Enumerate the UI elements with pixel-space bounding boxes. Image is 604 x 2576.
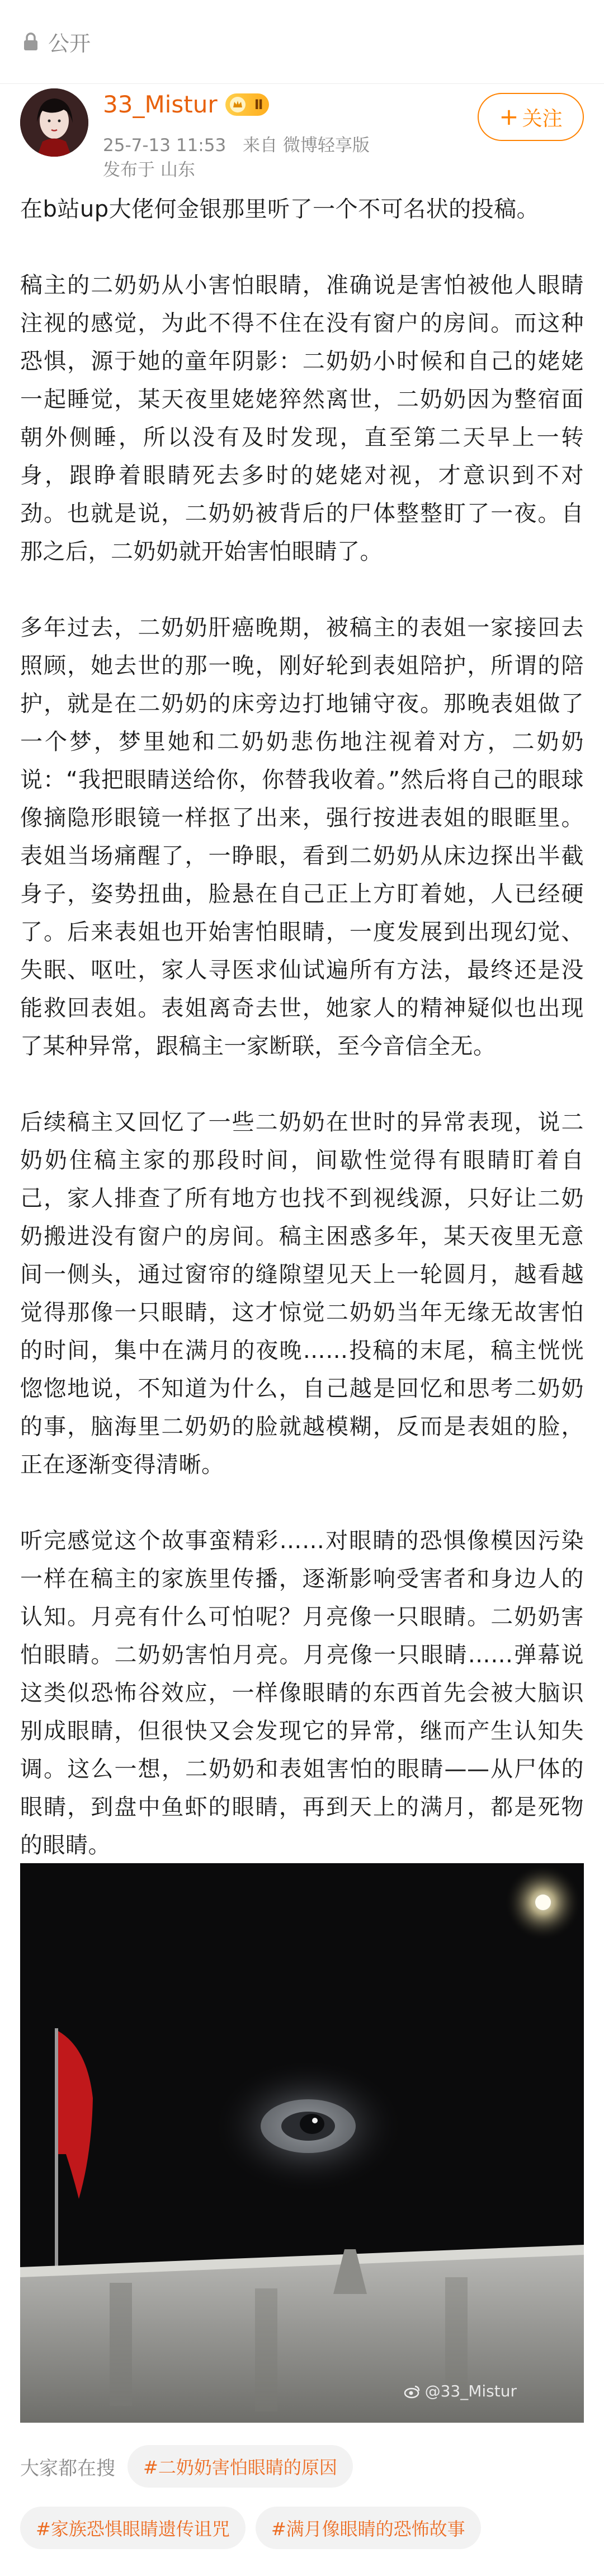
trending-searches — [20, 2445, 363, 2488]
post-paragraph: 听完感觉这个故事蛮精彩……对眼睛的恐惧像模因污染一样在稿主的家族里传播，逐渐影响受害者和身边人的认知。月亮有什么可怕呢？月亮像一只眼睛。二奶奶害怕眼睛。二奶奶害怕月亮。月亮像一只眼睛……弹幕说这类似恐怖谷效应，一样像眼睛的东西首先会被大脑识别成眼睛，但很快又会发现它的异常，继而产生认知失调。这么一想，二奶奶和表姐害怕的眼睛——从尸体的眼睛，到盘中鱼虾的眼睛，再到天上的满月，都是死物的眼睛。 — [20, 1528, 584, 1858]
visibility-bar — [0, 0, 604, 84]
vip-level: Ⅱ — [254, 96, 263, 112]
post-time: 25-7-13 11:53 — [103, 135, 226, 156]
post-location: 发布于 山东 — [103, 160, 195, 180]
post-source: 来自 微博轻享版 — [243, 135, 370, 156]
lock-icon — [20, 31, 41, 53]
weibo-logo-icon — [404, 2383, 421, 2400]
image-watermark — [404, 2382, 517, 2400]
trending-tags-row — [20, 2507, 491, 2549]
post-paragraph: 在b站up大佬何金银那里听了一个不可名状的投稿。 — [20, 196, 540, 222]
trending-tag[interactable]: #满月像眼睛的恐怖故事 — [256, 2507, 481, 2549]
trending-tag[interactable]: #家族恐惧眼睛遗传诅咒 — [20, 2507, 246, 2549]
vip-badge — [225, 93, 269, 116]
plus-icon: + — [499, 103, 519, 130]
post-paragraph: 后续稿主又回忆了一些二奶奶在世时的异常表现，说二奶奶住稿主家的那段时间，间歇性觉得有眼睛盯着自己，家人排查了所有地方也找不到视线源，只好让二奶奶搬进没有窗户的房间。稿主困惑多年，某天夜里无意间一侧头，通过窗帘的缝隙望见天上一轮圆月，越看越觉得那像一只眼睛，这才惊觉二奶奶当年无缘无故害怕的时间，集中在满月的夜晚……投稿的末尾，稿主恍恍惚惚地说，不知道为什么，自己越是回忆和思考二奶奶的事，脑海里二奶奶的脸就越模糊，反而是表姐的脸，正在逐渐变得清晰。 — [20, 1110, 584, 1478]
trending-tag[interactable]: #二奶奶害怕眼睛的原因 — [128, 2445, 353, 2488]
author-header — [20, 88, 584, 184]
post-body — [20, 190, 584, 1978]
username[interactable]: 33_Mistur — [103, 91, 218, 118]
post-image[interactable] — [20, 1863, 584, 2423]
post-paragraph: 多年过去，二奶奶肝癌晚期，被稿主的表姐一家接回去照顾，她去世的那一晚，刚好轮到表姐陪护，所谓的陪护，就是在二奶奶的床旁边打地铺守夜。那晚表姐做了一个梦，梦里她和二奶奶悲伤地注视着对方，二奶奶说：“我把眼睛送给你，你替我收着。”然后将自己的眼球像摘隐形眼镜一样抠了出来，强行按进表姐的眼眶里。表姐当场痛醒了，一睁眼，看到二奶奶从床边探出半截身子，姿势扭曲，脸悬在自己正上方盯着她，人已经硬了。后来表姐也开始害怕眼睛，一度发展到出现幻觉、失眠、呕吐，家人寻医求仙试遍所有方法，最终还是没能救回表姐。表姐离奇去世，她家人的精神疑似也出现了某种异常，跟稿主一家断联，至今音信全无。 — [20, 615, 584, 1059]
crown-icon — [229, 96, 247, 114]
watermark-text: @33_Mistur — [424, 2382, 517, 2400]
post-meta — [103, 131, 381, 156]
follow-button[interactable] — [478, 93, 584, 141]
visibility-label: 公开 — [48, 31, 91, 56]
follow-label: 关注 — [522, 107, 563, 130]
night-moon-photo — [20, 1863, 584, 2423]
avatar[interactable] — [20, 88, 88, 157]
trending-label: 大家都在搜 — [20, 2457, 115, 2480]
post-paragraph: 稿主的二奶奶从小害怕眼睛，准确说是害怕被他人眼睛注视的感觉，为此不得不住在没有窗户的房间。而这种恐惧，源于她的童年阴影：二奶奶小时候和自己的姥姥一起睡觉，某天夜里姥姥猝然离世，二奶奶因为整宿面朝外侧睡，所以没有及时发现，直至第二天早上一转身，跟睁着眼睛死去多时的姥姥对视，才意识到不对劲。也就是说，二奶奶被背后的尸体整整盯了一夜。自那之后，二奶奶就开始害怕眼睛了。 — [20, 272, 584, 565]
